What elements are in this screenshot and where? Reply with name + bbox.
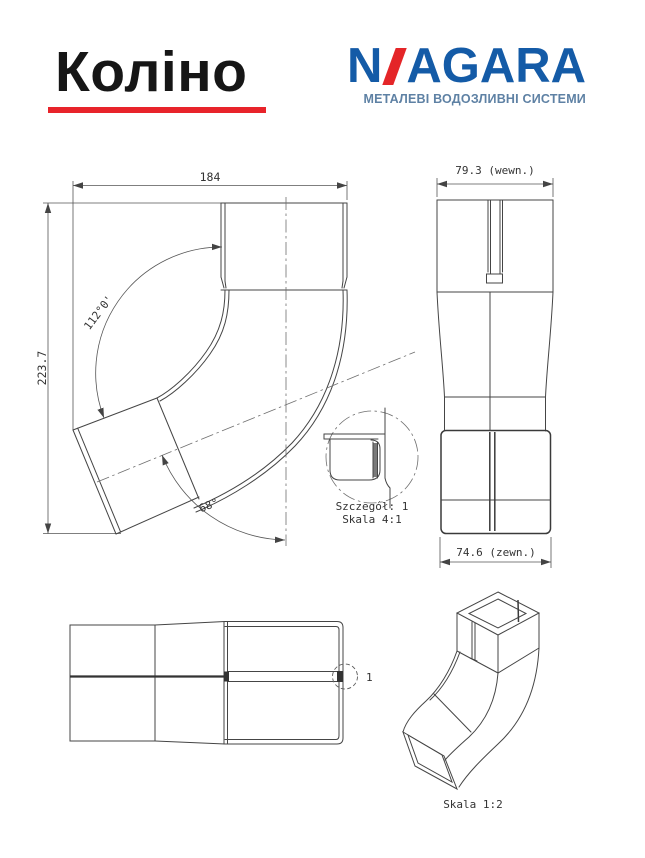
side-seam (487, 200, 503, 531)
front-centerlines (97, 197, 415, 546)
detail-marker-circle (333, 664, 358, 689)
iso-scale-label: Skala 1:2 (443, 798, 503, 811)
detail-scale-label: Skala 4:1 (342, 513, 402, 526)
front-view (35, 170, 415, 546)
dim-side-bottom-label: 74.6 (zewn.) (456, 546, 536, 559)
plan-view (70, 622, 373, 745)
brand-part2: AGARA (406, 39, 586, 93)
front-lower-pipe (73, 398, 199, 534)
front-elbow-sweep (157, 290, 347, 512)
angle-bottom-label: 68° (197, 495, 221, 516)
angle-arc-top (81, 247, 222, 418)
front-upper-pipe (221, 203, 347, 290)
side-view (437, 164, 553, 568)
detail-label: Szczegół: 1 (335, 500, 409, 513)
dim-side-top (437, 164, 553, 197)
detail-profile (324, 408, 390, 508)
iso-view (403, 592, 539, 811)
dim-height-label: 223.7 (35, 350, 49, 386)
angle-arc-bottom (162, 455, 285, 540)
page-title: Коліно (55, 40, 248, 104)
dim-width-label: 184 (199, 170, 221, 184)
detail-view (324, 408, 418, 526)
angle-top-label: 112°0' (81, 292, 116, 333)
detail-marker-label: 1 (366, 671, 373, 684)
detail-boundary-circle (326, 411, 418, 503)
brand-subtitle: МЕТАЛЕВІ ВОДОЗЛИВНІ СИСТЕМИ (363, 92, 586, 107)
dim-side-top-label: 79.3 (wewn.) (455, 164, 535, 177)
dim-side-bottom (440, 537, 551, 568)
brand-part1: N (346, 39, 383, 93)
